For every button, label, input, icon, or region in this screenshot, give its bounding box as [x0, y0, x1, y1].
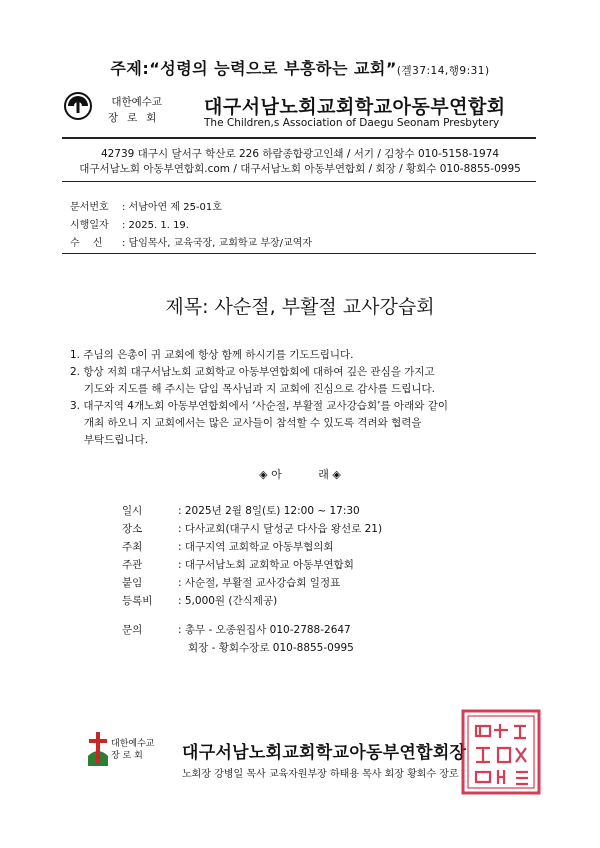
church-line-2: 장로회	[108, 112, 166, 124]
doc-number: : 서남아연 제 25-01호	[122, 202, 222, 213]
detail-row-attachment	[122, 575, 340, 590]
detail-value: : 2025년 2월 8일(토) 12:00 ~ 17:30	[178, 505, 360, 517]
date-label: 시행일자	[70, 220, 109, 231]
detail-value: : 다사교회(대구시 달성군 다사읍 왕선로 21)	[178, 523, 383, 535]
cross-logo-icon	[86, 730, 110, 768]
theme-reference: (겔37:14,행9:31)	[396, 65, 490, 77]
contact-line-1: : 총무 - 오종원집사 010-2788-2647	[178, 624, 351, 636]
footer-signatories: 노회장 강병일 목사 교육자원부장 하태용 목사 회장 황회수 장로	[182, 769, 459, 780]
detail-label: 주관	[122, 559, 143, 571]
detail-label: 주최	[122, 541, 143, 553]
detail-value: : 대구서남노회 교회학교 아동부연합회	[178, 559, 354, 571]
doc-number-label: 문서번호	[70, 202, 109, 213]
doc-number-row	[70, 198, 222, 213]
detail-label: 등록비	[122, 595, 153, 607]
church-denomination	[108, 94, 165, 126]
footer-church-line-1: 대한예수교	[111, 739, 155, 749]
header-divider	[62, 137, 536, 139]
detail-row-date	[122, 503, 360, 518]
recipient-value: : 담임목사, 교육국장, 교회학교 부장/교역자	[122, 238, 313, 249]
address-divider	[62, 181, 536, 182]
detail-label: 붙임	[122, 577, 143, 589]
contact-row	[122, 622, 351, 637]
body-line-3: 기도와 지도를 해 주시는 담임 목사님과 지 교회에 진심으로 감사를 드립니다.	[70, 383, 435, 395]
detail-value: : 사순절, 부활절 교사강습회 일정표	[178, 577, 341, 589]
theme-text: 주제:“성령의 능력으로 부흥하는 교회”	[110, 59, 397, 78]
meta-divider	[62, 253, 536, 254]
detail-row-host	[122, 539, 334, 554]
date-row	[70, 216, 189, 231]
footer-org-title: 대구서남노회교회학교아동부연합회장	[182, 743, 467, 763]
recipient-label: 수 신	[70, 238, 103, 249]
footer-church-line-2: 장 로 회	[111, 751, 143, 761]
detail-row-fee	[122, 593, 277, 608]
body-line-4: 3. 대구지역 4개노회 아동부연합회에서 ‘사순절, 부활절 교사강습회’를 아래와 같이	[70, 400, 448, 412]
theme-line	[0, 56, 600, 79]
detail-value: : 대구지역 교회학교 아동부협의회	[178, 541, 334, 553]
recipient-row	[70, 234, 312, 249]
date-value: : 2025. 1. 19.	[122, 220, 189, 231]
contact-row-2	[188, 640, 354, 655]
org-name-korean: 대구서남노회교회학교아동부연합회	[204, 96, 506, 118]
detail-row-organizer	[122, 557, 354, 572]
body-line-1: 1. 주님의 은총이 귀 교회에 항상 함께 하시기를 기도드립니다.	[70, 349, 354, 361]
detail-label: 장소	[122, 523, 143, 535]
contact-label: 문의	[122, 624, 143, 636]
detail-label: 일시	[122, 505, 143, 517]
subject-title: 제목: 사순절, 부활절 교사강습회	[165, 296, 435, 318]
body-line-6: 부탁드립니다.	[70, 434, 149, 446]
detail-row-place	[122, 521, 382, 536]
detail-value: : 5,000원 (간식제공)	[178, 595, 278, 607]
body-line-2: 2. 항상 저희 대구서남노회 교회학교 아동부연합회에 대하여 깊은 관심을 가지고	[70, 366, 435, 378]
contact-line-2: 회장 - 황회수장로 010-8855-0995	[188, 642, 354, 654]
body-line-5: 개최 하오니 지 교회에서는 많은 교사들이 참석할 수 있도록 격려와 협력을	[70, 417, 422, 429]
footer-denomination	[111, 738, 154, 762]
org-name-english: The Children,s Association of Daegu Seonam Presbytery	[204, 117, 500, 129]
presbyterian-logo-icon	[64, 92, 92, 120]
official-seal-icon	[460, 708, 542, 796]
church-line-1: 대한예수교	[111, 96, 163, 108]
address-line-1: 42739 대구시 달서구 학산로 226 하람종합광고인쇄 / 서기 / 김창수 010-5158-1974	[100, 148, 500, 160]
notice-heading: ◈ 아 래 ◈	[259, 468, 341, 481]
address-line-2: 대구서남노회 아동부연합회.com / 대구서남노회 아동부연합회 / 회장 / 황회수 010-8855-0995	[79, 163, 521, 175]
